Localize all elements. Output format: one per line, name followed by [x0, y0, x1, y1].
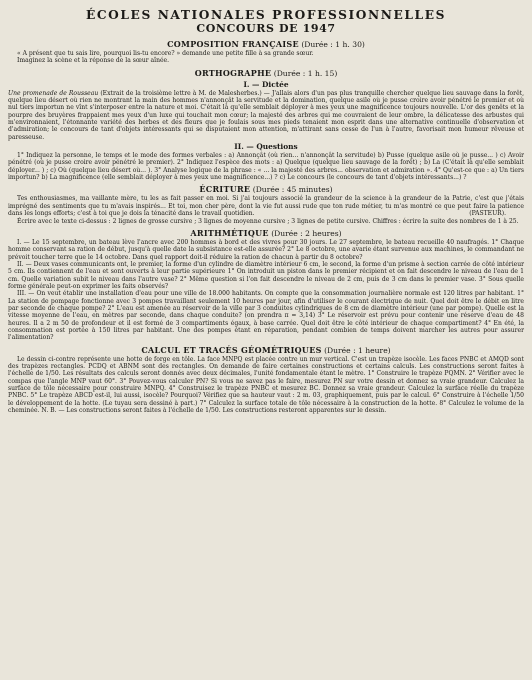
section-heading-calcul	[8, 345, 524, 356]
ecriture-text: Tes enthousiasmes, ma vaillante mère, tu les as fait passer en moi. Si j'ai toujours associé la grandeur de la science à la grandeur de la Patrie, c'est que j'étais imprégné des sentiments que tu m'avais inspirés... Et toi, mon cher père, dont la vie fut aussi rude que ton rude métier, tu m'as montré ce que peut faire la patience dans les longs efforts; c'est à toi que je dois la ténacité dans le travail quotidien.	[8, 195, 524, 218]
arithmetique-title: ARITHMÉTIQUE	[190, 227, 269, 238]
orthographe-duration: (Durée : 1 h. 15)	[273, 68, 338, 78]
dictee-text: J'allais alors d'un pas plus tranquille chercher quelque lieu sauvage dans la forêt, quelque lieu désert où rien ne montrant la main des hommes n'annonçât la servitude et la domination, quelque asile où je pusse croire avoir pénétré le premier et où nul tiers importun ne vînt s'interposer entre la nature et moi. C'était là qu'elle semblait déployer à mes yeux une magnificence toujours nouvelle. L'or des genêts et la pourpre des bruyères frappaient mes yeux d'un luxe qui touchait mon cœur; la majesté des arbres qui me couvraient de leur ombre, la délicatesse des arbustes qui m'environnaient, l'étonnante variété des herbes et des fleurs que je foulais sous mes pieds tenaient mon esprit dans une alternative continuelle d'observation et d'admiration; le concours de tant d'objets intéressants qui se disputaient mon attention, m'attirant sans cesse de l'un à l'autre, favorisait mon humeur rêveuse et paresseuse.	[8, 89, 524, 141]
arithmetique-duration: (Durée : 2 heures)	[271, 228, 342, 238]
arithmetique-problem-2: II. — Deux vases communicants ont, le premier, la forme d'un cylindre de diamètre intérieur 6 cm, le second, la forme d'un prisme à section carrée de côté intérieur 5 cm. Ils contiennent de l'eau et sont ouverts à leur partie supérieure 1° On introduit un piston dans le premier récipient et on fait descendre le niveau de l'eau de 1 cm. Quelle variation subit le niveau dans l'autre vase? 2° Même question si l'on fait descendre le niveau de 2 cm, puis de 3 cm dans le premier vase. 3° Sous quelle forme générale peut-on exprimer les faits observés?	[8, 260, 524, 290]
calcul-title: CALCUL ET TRACÉS GÉOMÉTRIQUES	[141, 344, 322, 355]
orthographe-title: ORTHOGRAPHE	[194, 67, 272, 78]
section-heading-arithmetique	[8, 228, 524, 239]
section-heading-orthographe	[8, 68, 524, 79]
francais-prompt-2: Imaginez la scène et la réponse de la sœur aînée.	[17, 57, 170, 65]
dictee-source: Une promenade de Rousseau	[8, 89, 99, 97]
francais-duration: (Durée : 1 h. 30)	[301, 40, 365, 49]
calcul-duration: (Durée : 1 heure)	[324, 345, 391, 355]
document-subtitle: CONCOURS DE 1947	[196, 22, 336, 35]
calcul-text: Le dessin ci-contre représente une hotte de forge en tôle. La face MNPQ est placée contre un mur vertical. C'est un trapèze isocèle. Les faces PNBC et AMQD sont des trapèzes rectangles. PCDQ et ABNM sont des rectangles. On demande de faire certaines constructions et certains calculs. Les constructions seront faites à l'échelle de 1/50. Les résultats des calculs seront donnés avec deux décimales, l'unité fondamentale étant le mètre. 1° Construire le trapèze PQMN. 2° Vérifier avec le compas que l'angle MNP vaut 60°. 3° Pouvez-vous calculer PN? Si vous ne savez pas le faire, mesurez PN sur votre dessin et donnez sa vraie grandeur. Calculez la surface de tôle nécessaire pour construire MNPQ. 4° Construisez le trapèze PNBC et mesurez BC. Donnez sa vraie grandeur. Calculez la surface réelle du trapèze PNBC. 5° Le trapèze ABCD est-il, lui aussi, isocèle? Pourquoi? Vérifiez que sa hauteur vaut : 2 m. 03, graphiquement, puis par le calcul. 6° Construire à l'échelle 1/50 le développement de la hotte. (Le tuyau sera dessiné à part.) 7° Calculez la surface totale de tôle nécessaire à la construction de la hotte. 8° Calculez le volume de la cheminée. N. B. — Les constructions seront faites à l'échelle de 1/50. Les constructions resteront apparentes sur le dessin.	[8, 355, 524, 415]
section-heading-ecriture	[8, 184, 524, 195]
dictee-title: I. — Dictée	[243, 79, 289, 89]
arithmetique-problem-1: I. — Le 15 septembre, un bateau lève l'ancre avec 200 hommes à bord et des vivres pour 30 jours. Le 27 septembre, le bateau recueille 40 naufragés. 1° Chaque homme conservant sa ration de début, jusqu'à quelle date la subsistance est-elle assurée? 2° Le 8 octobre, une avarie étant survenue aux machines, le commandant ne prévoit toucher terre que le 14 octobre. Dans quel rapport doit-il réduire la ration de chacun à partir du 8 octobre?	[8, 238, 524, 261]
dictee-paragraph	[8, 90, 524, 141]
document-title: ÉCOLES NATIONALES PROFESSIONNELLES	[85, 8, 447, 22]
section-heading-francais	[8, 39, 524, 50]
ecriture-signature: (PASTEUR).	[469, 210, 506, 218]
questions-text: 1° Indiquez la personne, le temps et le mode des formes verbales : a) Annonçât (où rien... n'annonçât la servitude) b) Pusse (quelque asile où je pusse... ) c) Avoir pénétré (où je pusse croire avoir pénétré le premier). 2° Indiquez l'espèce des mots : a) Quelque (quelque lieu sauvage de la forêt) ; b) La (C'était là qu'elle semblait déployer... ) ; c) Où (quelque lieu désert où... ). 3° Analyse logique de la phrase : « ... la majesté des arbres... observation et admiration ». 4° Qu'est-ce que : a) Un tiers importun? b) La magnificence (elle semblait déployer à mes yeux une magnificence...) ? c) Le concours (le concours de tant d'objets intéressants...) ?	[8, 152, 524, 182]
questions-title: II. — Questions	[234, 142, 298, 152]
francais-prompt: « A présent que tu sais lire, pourquoi lis-tu encore? » demande une petite fille à sa grande sœur.	[17, 50, 314, 57]
dictee-reference: (Extrait de la troisième lettre à M. de Malesherbes.) —	[100, 89, 270, 97]
ecriture-duration: (Durée : 45 minutes)	[252, 185, 333, 195]
ecriture-title: ÉCRITURE	[199, 184, 251, 195]
francais-title: COMPOSITION FRANÇAISE	[167, 39, 299, 49]
arithmetique-problem-3: III. — On veut établir une installation d'eau pour une ville de 18.000 habitants. On compte que la consommation journalière normale est 120 litres par habitant. 1° La station de pompage fonctionne avec 3 pompes travaillant seulement 10 heures par jour, afin d'utiliser le courant électrique de nuit. Quel doit être le débit en litre par seconde de chaque pompe? 2° L'eau est amenée au réservoir de la ville par 3 conduites cylindriques de 8 cm de diamètre intérieur (une par pompe). Quelle est la vitesse moyenne de l'eau, en mètres par seconde, dans chaque conduite? (on prendra π = 3,14) 3° Le réservoir est prévu pour contenir une réserve d'eau de 48 heures. Il a 2 m 50 de profondeur et il est formé de 3 compartiments égaux, à base carrée. Quel doit être le côté intérieur de chaque compartiment? 4° En été, la consommation est portée à 150 litres par habitant. Une des pompes étant en réparation, pendant combien de temps doivent marcher les autres pour assurer l'alimentation?	[8, 290, 524, 342]
ecriture-instructions: Écrire avec le texte ci-dessus : 2 lignes de grosse cursive ; 3 lignes de moyenne cursive ; 3 lignes de petite cursive. Chiffres : écrire la suite des nombres de 1 à 25.	[17, 217, 519, 225]
